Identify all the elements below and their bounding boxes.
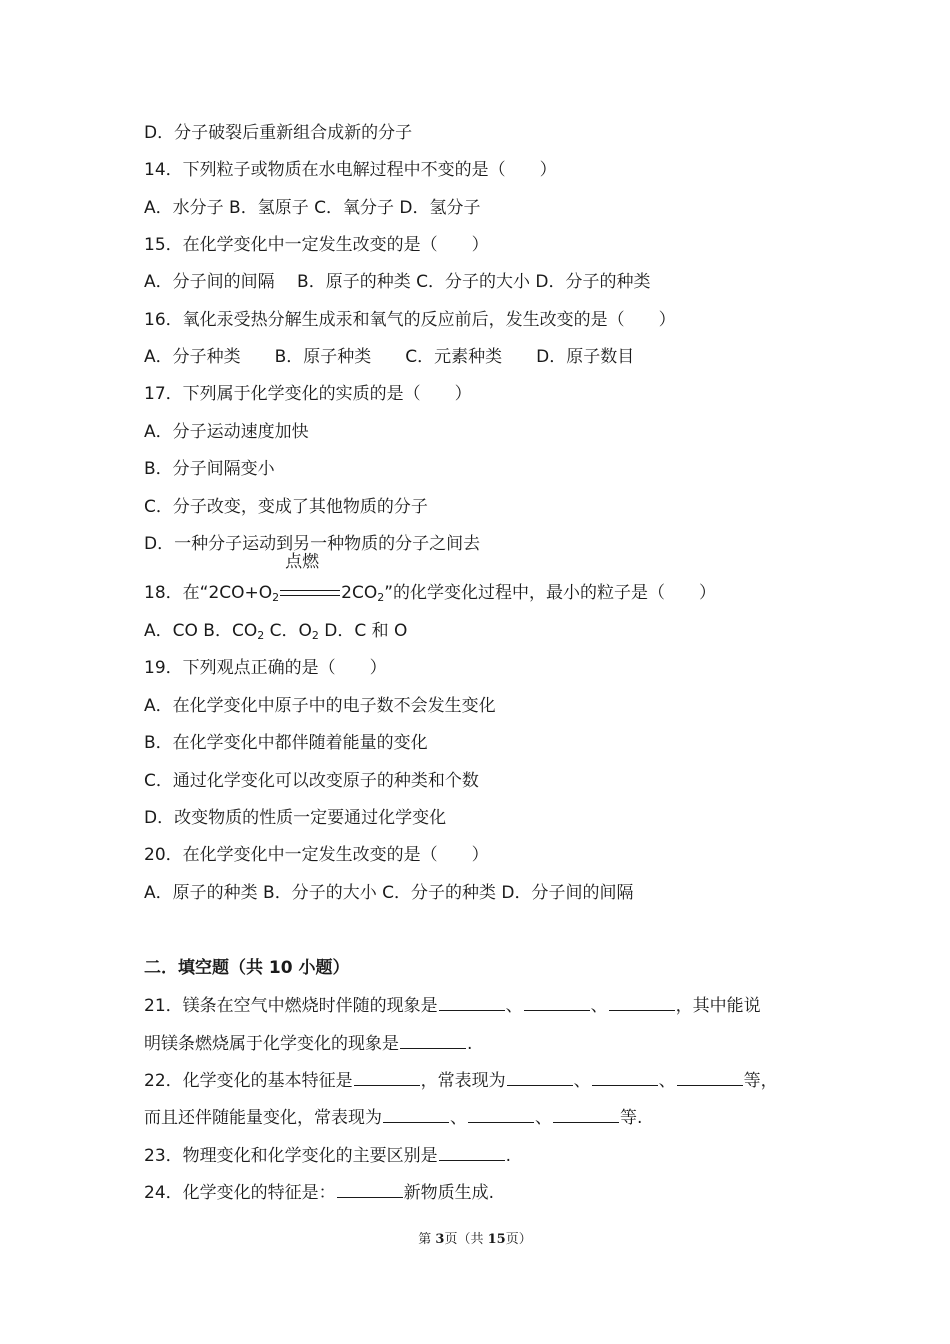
answer-blank <box>592 1069 658 1086</box>
option-17c: C．分子改变，变成了其他物质的分子 <box>144 497 428 517</box>
q18-sub1: 2 <box>272 591 280 604</box>
options-20: A．原子的种类 B．分子的大小 C．分子的种类 D．分子间的间隔 <box>144 883 634 903</box>
question-20: 20．在化学变化中一定发生改变的是（ ） <box>144 845 489 865</box>
question-23 <box>144 1144 511 1167</box>
option-19d: D．改变物质的性质一定要通过化学变化 <box>144 808 447 828</box>
footer-text: 页（共 <box>444 1232 488 1247</box>
question-16: 16．氧化汞受热分解生成汞和氧气的反应前后，发生改变的是（ ） <box>144 310 676 330</box>
q18-suffix: ”的化学变化过程中，最小的粒子是（ ） <box>384 583 717 603</box>
equal-sign <box>280 590 340 596</box>
q22-text2-end: 等. <box>620 1108 643 1128</box>
options-14: A．水分子 B．氢原子 C．氧分子 D．氢分子 <box>144 198 481 218</box>
separator: 、 <box>658 1071 676 1091</box>
answer-blank <box>609 994 675 1011</box>
answer-blank <box>383 1106 449 1123</box>
answer-blank <box>507 1069 573 1086</box>
answer-blank <box>677 1069 743 1086</box>
footer-text: 页） <box>505 1232 532 1247</box>
q24-text: 24．化学变化的特征是： <box>144 1183 336 1203</box>
page-footer <box>0 1228 950 1247</box>
answer-blank <box>468 1106 534 1123</box>
q21-text: 21．镁条在空气中燃烧时伴随的现象是 <box>144 996 438 1016</box>
q22-text-end: 等， <box>743 1071 778 1091</box>
question-18 <box>144 552 717 609</box>
option-19b: B．在化学变化中都伴随着能量的变化 <box>144 733 428 753</box>
q18-opt-sub2: 2 <box>311 629 319 642</box>
q18-opt-c: D．C 和 O <box>318 621 408 641</box>
q18-mid: 2CO <box>341 583 378 603</box>
answer-blank <box>439 994 505 1011</box>
question-19: 19．下列观点正确的是（ ） <box>144 658 387 678</box>
question-14: 14．下列粒子或物质在水电解过程中不变的是（ ） <box>144 160 557 180</box>
q22-text: 22．化学变化的基本特征是 <box>144 1071 353 1091</box>
question-22-line1 <box>144 1069 778 1092</box>
question-22-line2 <box>144 1106 642 1129</box>
option-17b: B．分子间隔变小 <box>144 459 275 479</box>
reaction-condition: 点燃 <box>285 552 320 572</box>
options-18 <box>144 620 407 647</box>
page-total: 15 <box>487 1232 506 1247</box>
separator: 、 <box>535 1108 552 1128</box>
q21-text2: 明镁条燃烧属于化学变化的现象是 <box>144 1034 399 1054</box>
q22-text-mid: ，常表现为 <box>420 1071 506 1091</box>
option-19c: C．通过化学变化可以改变原子的种类和个数 <box>144 771 479 791</box>
q24-text-end: 新物质生成. <box>403 1183 495 1203</box>
q18-sub2: 2 <box>377 591 385 604</box>
question-24 <box>144 1181 494 1204</box>
option-17d: D．一种分子运动到另一种物质的分子之间去 <box>144 534 481 554</box>
q18-opt-a: A．CO B．CO <box>144 621 258 641</box>
answer-blank <box>439 1144 505 1161</box>
q18-opt-b: C．O <box>264 621 312 641</box>
answer-blank <box>524 994 590 1011</box>
separator: 、 <box>505 996 523 1016</box>
option-19a: A．在化学变化中原子中的电子数不会发生变化 <box>144 696 496 716</box>
q18-prefix: 18．在“2CO+O <box>144 583 273 603</box>
page-number: 3 <box>435 1232 445 1247</box>
answer-blank <box>337 1181 403 1198</box>
answer-blank <box>400 1032 466 1049</box>
question-21-line2 <box>144 1032 472 1055</box>
separator: 、 <box>590 996 608 1016</box>
option-17a: A．分子运动速度加快 <box>144 422 309 442</box>
reaction-arrow <box>279 552 341 598</box>
options-15: A．分子间的间隔 B．原子的种类 C．分子的大小 D．分子的种类 <box>144 272 651 292</box>
footer-text: 第 <box>418 1232 436 1247</box>
answer-blank <box>553 1106 619 1123</box>
text-line: D．分子破裂后重新组合成新的分子 <box>144 123 413 143</box>
question-15: 15．在化学变化中一定发生改变的是（ ） <box>144 235 489 255</box>
answer-blank <box>354 1069 420 1086</box>
q22-text2: 而且还伴随能量变化，常表现为 <box>144 1108 382 1128</box>
options-16: A．分子种类 B．原子种类 C．元素种类 D．原子数目 <box>144 347 635 367</box>
separator: 、 <box>573 1071 591 1091</box>
q21-text-end: ，其中能说 <box>675 996 761 1016</box>
question-17: 17．下列属于化学变化的实质的是（ ） <box>144 384 472 404</box>
section-heading: 二．填空题（共 10 小题） <box>144 958 350 978</box>
question-21-line1 <box>144 994 761 1017</box>
q23-text: 23．物理变化和化学变化的主要区别是 <box>144 1146 438 1166</box>
separator: 、 <box>450 1108 467 1128</box>
q18-opt-sub1: 2 <box>257 629 265 642</box>
period: . <box>467 1034 473 1054</box>
period: . <box>505 1146 512 1166</box>
